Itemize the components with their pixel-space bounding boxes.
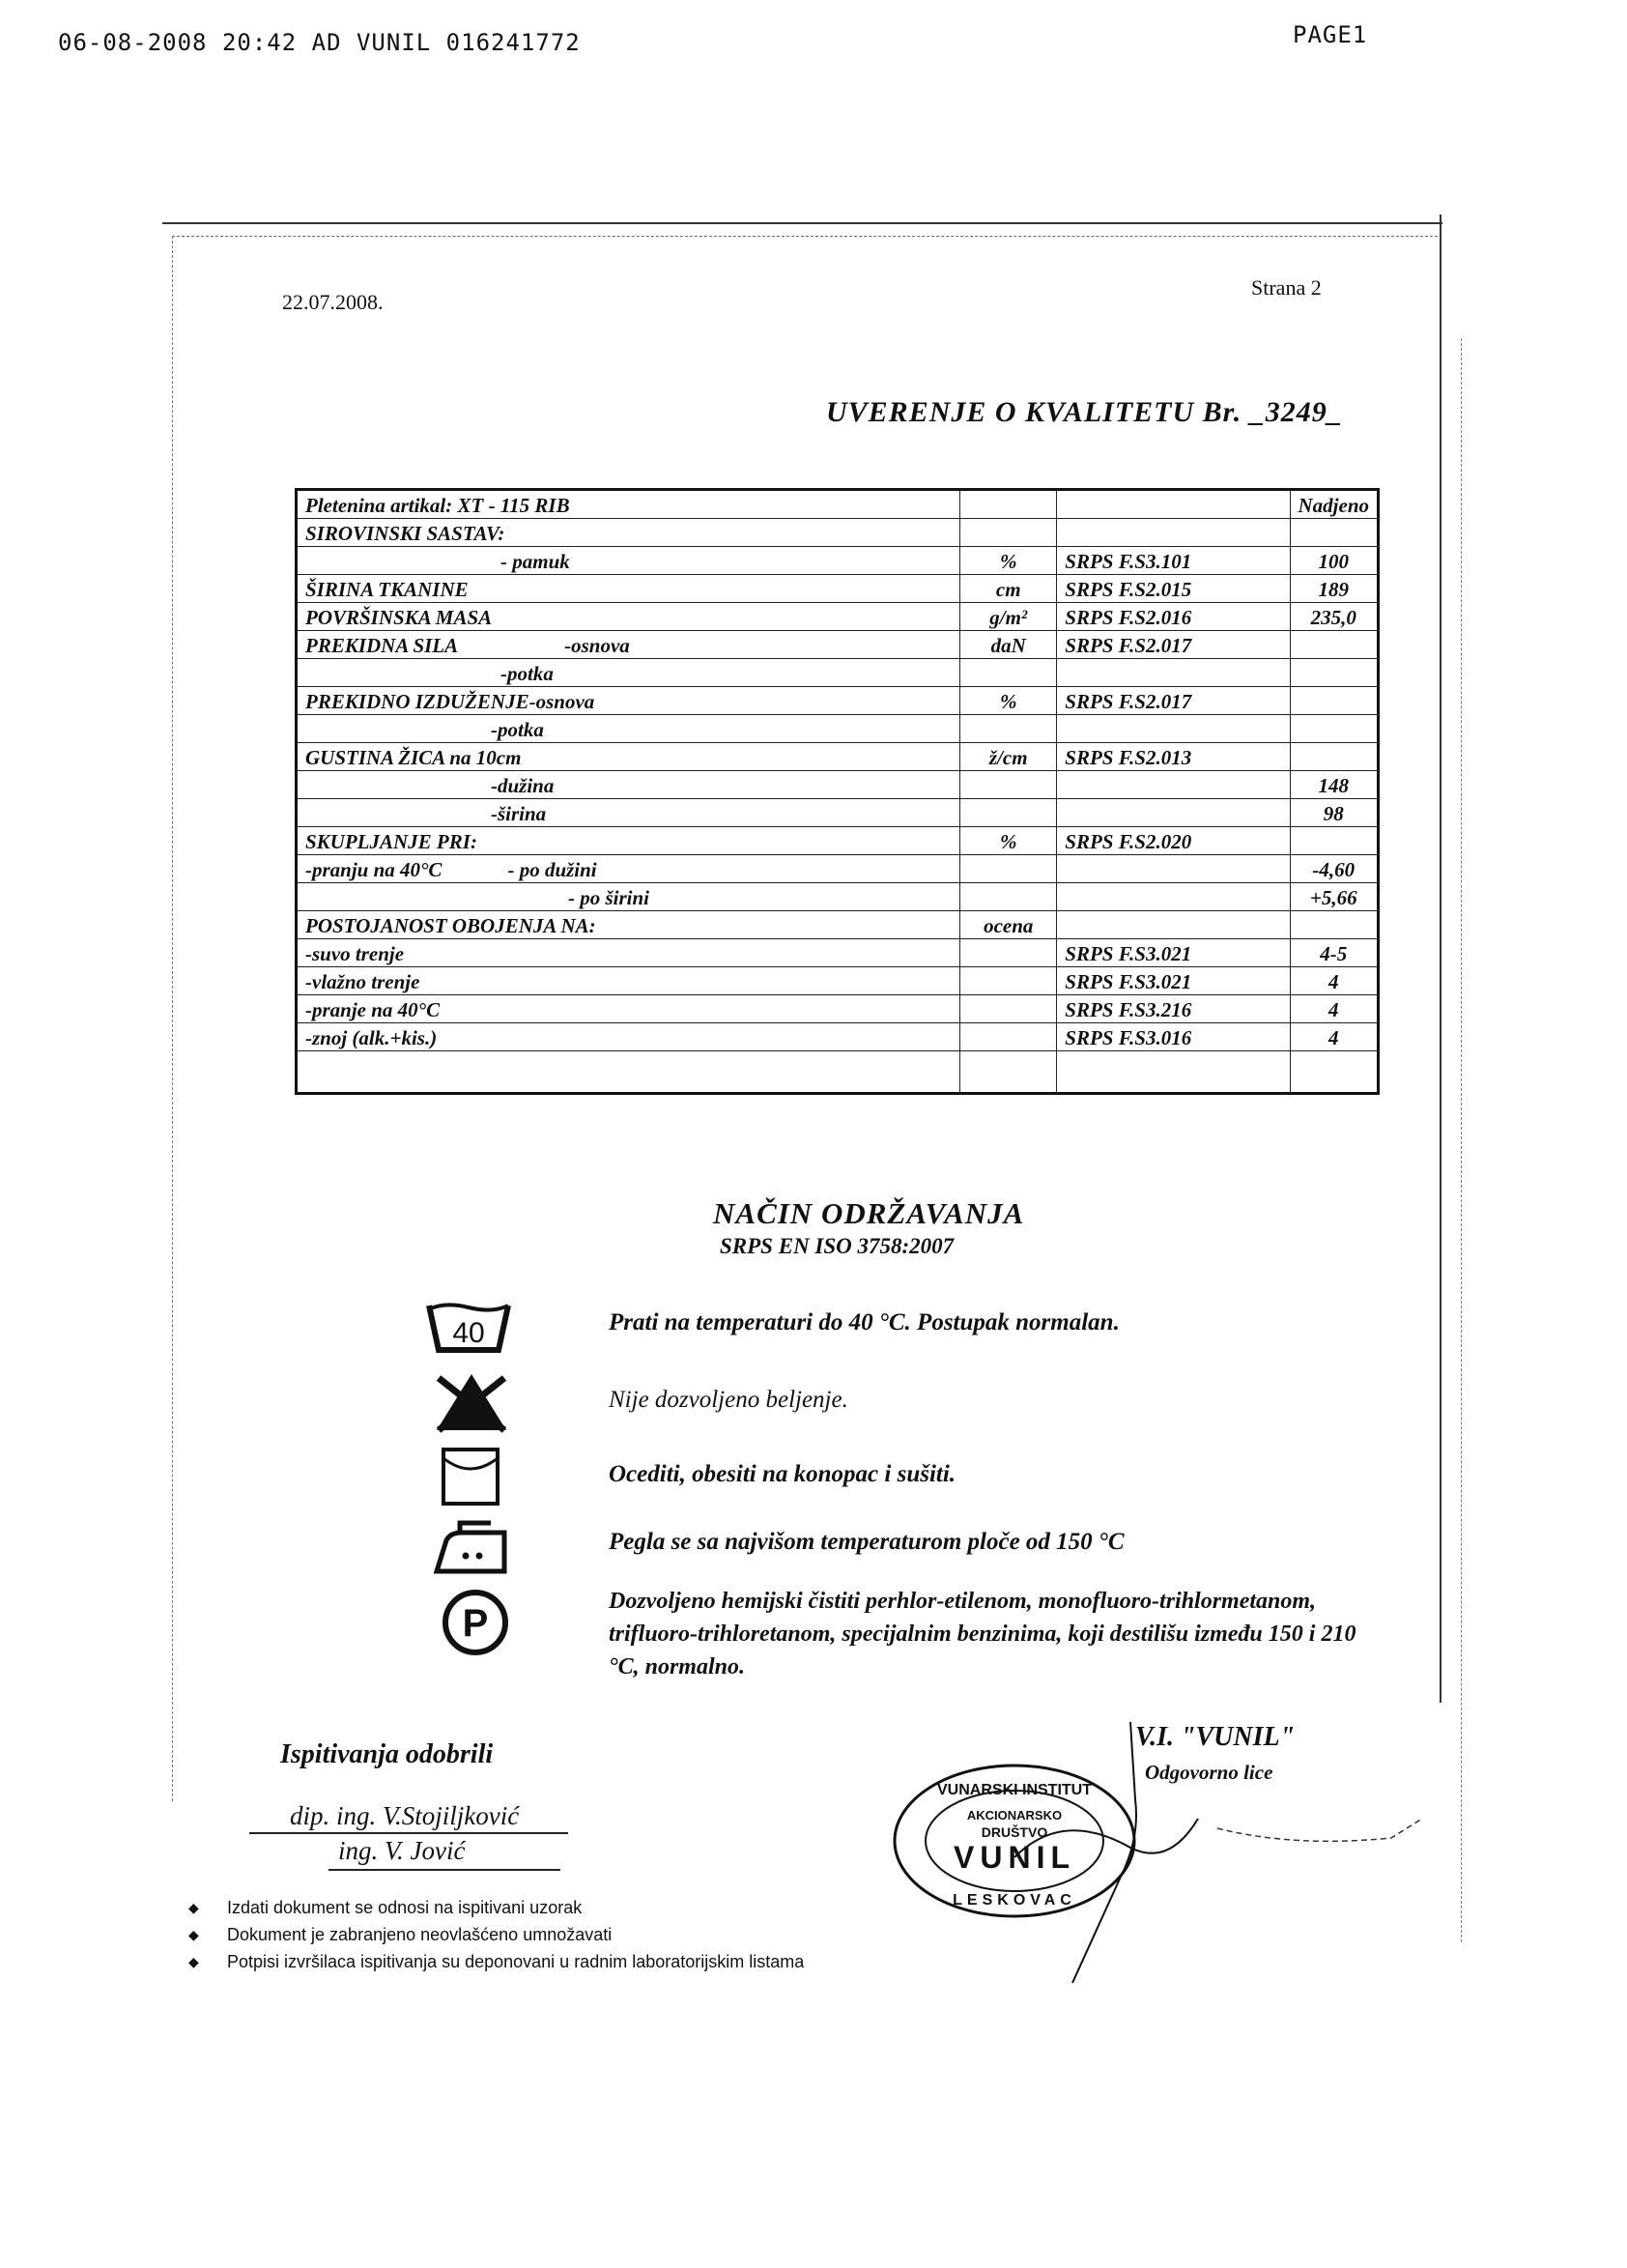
table-row: -dužina 148 (297, 771, 1379, 799)
line-dry-icon (441, 1447, 500, 1507)
signer-2: ing. V. Jović (338, 1836, 466, 1865)
care-iron-text: Pegla se sa najvišom temperaturom ploče od 150 °C (609, 1529, 1125, 1555)
table-row (297, 1051, 1379, 1094)
table-row: SKUPLJANJE PRI: % SRPS F.S2.020 (297, 827, 1379, 855)
fax-header (58, 21, 1368, 58)
stamp-middle-line1: AKCIONARSKO (966, 1808, 1063, 1823)
table-row: - po širini +5,66 (297, 883, 1379, 911)
signature-line (249, 1832, 568, 1834)
frame-right-dashed-line (1461, 338, 1462, 1942)
table-row: ŠIRINA TKANINE cm SRPS F.S2.015 189 (297, 575, 1379, 603)
table-row: GUSTINA ŽICA na 10cm ž/cm SRPS F.S2.013 (297, 743, 1379, 771)
table-row: -znoj (alk.+kis.) SRPS F.S3.016 4 (297, 1023, 1379, 1051)
note-item: ◆ Dokument je zabranjeno neovlašćeno umnožavati (188, 1921, 804, 1948)
stamp-middle-line2: DRUŠTVO (981, 1824, 1048, 1840)
table-row: -vlažno trenje SRPS F.S3.021 4 (297, 967, 1379, 995)
article-cell: Pletenina artikal: XT - 115 RIB (297, 490, 960, 519)
fax-page-label: PAGE1 (1293, 21, 1368, 48)
stamp-top-text: VUNARSKI INSTITUT (937, 1782, 1092, 1798)
fax-header-info: 06-08-2008 20:42 AD VUNIL 016241772 (58, 29, 581, 56)
care-title: NAČIN ODRŽAVANJA (713, 1196, 1025, 1230)
table-row: -pranju na 40°C - po dužini -4,60 (297, 855, 1379, 883)
handwritten-signature (1005, 1703, 1430, 1993)
table-header-row (297, 490, 1379, 519)
care-dryclean-text: Dozvoljeno hemijski čistiti perhlor-etilenom, monofluoro-trihlormetanom, trifluoro-trihloretanom, specijalnim benzinima, koji destilišu između 150 i 210 °C, normalno. (609, 1589, 1356, 1679)
dry-clean-p-icon (441, 1588, 510, 1657)
table-row: -potka (297, 659, 1379, 687)
certificate-title: UVERENJE O KVALITETU Br. _3249_ (826, 396, 1343, 428)
signature-line (328, 1869, 560, 1871)
table-row: -pranje na 40°C SRPS F.S3.216 4 (297, 995, 1379, 1023)
table-row: POSTOJANOST OBOJENJA NA: ocena (297, 911, 1379, 939)
iron-icon (431, 1517, 510, 1577)
note-item: ◆ Potpisi izvršilaca ispitivanja su deponovani u radnim laboratorijskim listama (188, 1948, 804, 1975)
footer-notes (188, 1894, 804, 1975)
signer-1: dip. ing. V.Stojiljković (290, 1801, 520, 1830)
table-row: POVRŠINSKA MASA g/m² SRPS F.S2.016 235,0 (297, 603, 1379, 631)
dry-clean-letter: P (462, 1602, 489, 1645)
stamp-name: VUNIL (954, 1840, 1075, 1875)
table-row: SIROVINSKI SASTAV: (297, 519, 1379, 547)
table-row: -potka (297, 715, 1379, 743)
no-bleach-icon (433, 1370, 510, 1434)
table-row: PREKIDNA SILA -osnova daN SRPS F.S2.017 (297, 631, 1379, 659)
stamp-city: LESKOVAC (953, 1892, 1076, 1909)
page-number: Strana 2 (1251, 275, 1322, 300)
quality-table (295, 488, 1380, 1095)
organization-name: V.I. "VUNIL" (1135, 1722, 1296, 1752)
frame-top-dashed-line (172, 236, 1438, 237)
table-row: PREKIDNO IZDUŽENJE-osnova % SRPS F.S2.017 (297, 687, 1379, 715)
table-row: -širina 98 (297, 799, 1379, 827)
responsible-person-label: Odgovorno lice (1145, 1761, 1273, 1784)
frame-top-line (162, 222, 1442, 224)
care-wash-text: Prati na temperaturi do 40 °C. Postupak normalan. (609, 1309, 1120, 1335)
wash-temp-label: 40 (452, 1317, 485, 1349)
table-row: -suvo trenje SRPS F.S3.021 4-5 (297, 939, 1379, 967)
document-date: 22.07.2008. (282, 290, 384, 314)
approved-by-label: Ispitivanja odobrili (280, 1739, 494, 1769)
care-dry-text: Ocediti, obesiti na konopac i sušiti. (609, 1461, 956, 1487)
found-header: Nadjeno (1290, 490, 1379, 519)
care-standard: SRPS EN ISO 3758:2007 (720, 1234, 955, 1258)
table-row: - pamuk % SRPS F.S3.101 100 (297, 547, 1379, 575)
note-item: ◆ Izdati dokument se odnosi na ispitivani uzorak (188, 1894, 804, 1921)
care-bleach-text: Nije dozvoljeno beljenje. (609, 1387, 848, 1413)
wash-tub-icon (425, 1300, 512, 1358)
frame-right-line (1440, 215, 1441, 1703)
frame-left-line (172, 236, 173, 1801)
